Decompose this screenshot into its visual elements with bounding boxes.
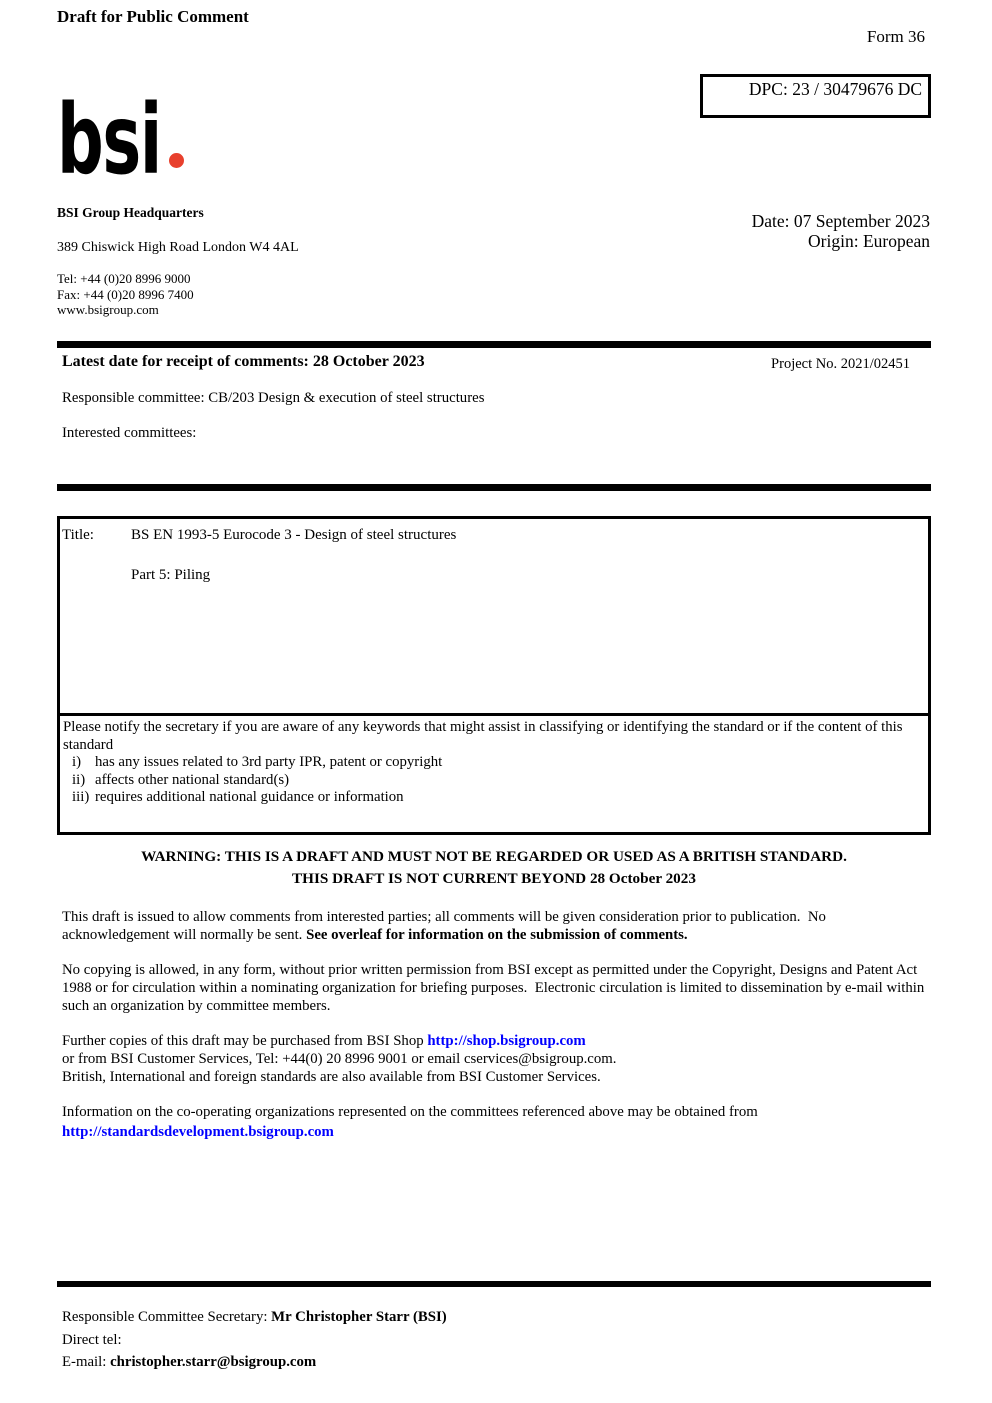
keywords-intro: Please notify the secretary if you are aware of any keywords that might assist in classifying or identifying the standard or if the content of this standard	[63, 719, 907, 753]
title-box	[57, 516, 931, 716]
keywords-item-text: affects other national standard(s)	[95, 771, 290, 788]
keywords-item-standards	[63, 772, 922, 790]
form-number-label: Form 36	[866, 27, 925, 46]
purchase-text: Further copies of this draft may be purchased from BSI Shop	[62, 1033, 428, 1049]
origin-line: Origin: European	[808, 231, 930, 251]
foreign-standards-line: British, International and foreign standards are also available from BSI Customer Services.	[62, 1069, 601, 1085]
warning-line-2: THIS DRAFT IS NOT CURRENT BEYOND 28 October 2023	[292, 869, 696, 887]
customer-services-line: or from BSI Customer Services, Tel: +44(0) 20 8996 9001 or email cservices@bsigroup.com.	[62, 1051, 617, 1067]
keywords-notice-box	[57, 713, 931, 835]
secretary-label: Responsible Committee Secretary:	[62, 1309, 272, 1325]
warning-line-1: WARNING: THIS IS A DRAFT AND MUST NOT BE REGARDED OR USED AS A BRITISH STANDARD.	[141, 848, 847, 865]
paragraph-no-copying	[62, 961, 930, 1015]
keywords-item-text: requires additional national guidance or information	[95, 789, 404, 806]
cooperating-info-text: Information on the co-operating organizations represented on the committees referenced above may be obtained from	[62, 1104, 758, 1120]
date-line: Date: 07 September 2023	[751, 211, 930, 231]
dpc-number-box	[700, 74, 931, 118]
bsi-logo-red-dot-icon	[169, 153, 184, 168]
secretary-footer	[62, 1306, 447, 1374]
title-label: Title:	[62, 527, 94, 543]
bsi-logo	[57, 84, 257, 196]
divider-rule-top	[57, 341, 931, 348]
standard-subtitle: Part 5: Piling	[131, 567, 211, 583]
fax-line: Fax: +44 (0)20 8996 7400	[57, 286, 194, 302]
interested-committees-line: Interested committees:	[62, 425, 197, 441]
draft-for-public-comment-label: Draft for Public Comment	[57, 7, 249, 26]
keywords-item-ipr	[63, 754, 922, 772]
paragraph-draft-issued-text: This draft is issued to allow comments from interested parties; all comments will be given consideration prior to publication. No acknowledgement will normally be sent.	[62, 909, 830, 943]
direct-tel-label: Direct tel:	[62, 1331, 122, 1348]
headquarters-name: BSI Group Headquarters	[57, 205, 204, 220]
keywords-item-guidance	[63, 789, 922, 807]
tel-line: Tel: +44 (0)20 8996 9000	[57, 271, 191, 286]
date-origin-block	[752, 211, 930, 251]
paragraph-cooperating-info	[62, 1103, 930, 1142]
responsible-committee-line: Responsible committee: CB/203 Design & execution of steel structures	[62, 390, 485, 406]
project-number: Project No. 2021/02451	[771, 356, 910, 372]
standard-title: BS EN 1993-5 Eurocode 3 - Design of steel structures	[131, 527, 457, 543]
bsi-logo-text: bsi	[57, 84, 161, 196]
headquarters-address: 389 Chiswick High Road London W4 4AL	[57, 240, 299, 255]
dpc-number: DPC: 23 / 30479676 DC	[748, 79, 922, 99]
divider-rule-middle	[57, 484, 931, 491]
paragraph-purchase	[62, 1032, 930, 1086]
keywords-item-label: ii)	[72, 771, 86, 788]
secretary-name: Mr Christopher Starr (BSI)	[271, 1309, 447, 1325]
see-overleaf-note: See overleaf for information on the submission of comments.	[306, 927, 688, 943]
secretary-email: christopher.starr@bsigroup.com	[110, 1354, 317, 1370]
bsi-shop-link[interactable]: http://shop.bsigroup.com	[427, 1033, 586, 1049]
bsi-contact-block	[57, 205, 299, 318]
draft-warning	[57, 846, 931, 889]
website-line: www.bsigroup.com	[57, 302, 159, 317]
keywords-item-label: iii)	[72, 789, 90, 806]
keywords-item-label: i)	[72, 754, 82, 771]
keywords-item-text: has any issues related to 3rd party IPR, patent or copyright	[95, 754, 443, 771]
paragraph-draft-issued	[62, 908, 930, 944]
divider-rule-bottom	[57, 1281, 931, 1287]
standards-development-link[interactable]: http://standardsdevelopment.bsigroup.com	[62, 1123, 334, 1140]
latest-date-of-comments: Latest date for receipt of comments: 28 October 2023	[62, 353, 425, 370]
email-label: E-mail:	[62, 1354, 111, 1370]
paragraph-no-copying-text: No copying is allowed, in any form, without prior written permission from BSI except as permitted under the Copyright, Designs and Patent Act 1988 or for circulation within a nominating organization for briefing purposes. Electronic circulation is limited to dissemination by e-mail within such an organization by committee members.	[62, 962, 928, 1014]
